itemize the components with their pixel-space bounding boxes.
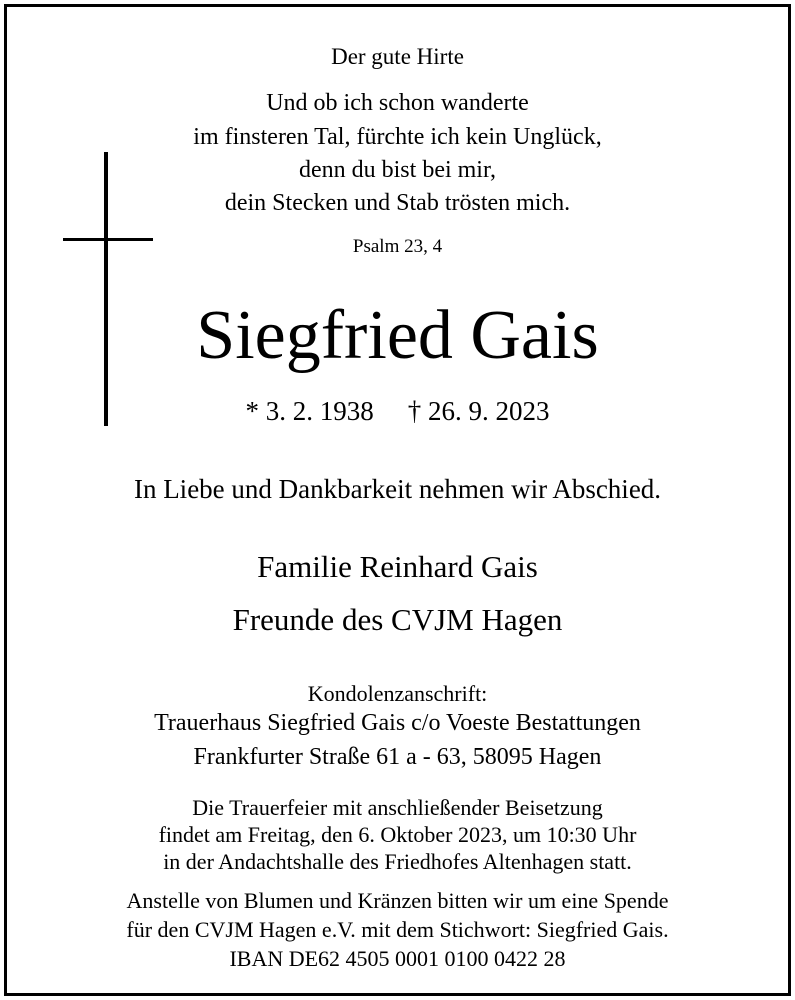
service-line-2: findet am Freitag, den 6. Oktober 2023, um 10:30 Uhr <box>158 822 637 847</box>
service-line-3: in der Andachtshalle des Friedhofes Altenhagen statt. <box>163 849 632 874</box>
mourner-2: Freunde des CVJM Hagen <box>232 602 563 637</box>
birth-date: * 3. 2. 1938 <box>245 396 374 426</box>
psalm-line-4: dein Stecken und Stab trösten mich. <box>224 190 571 216</box>
donation-line-2: für den CVJM Hagen e.V. mit dem Stichwort: Siegfried Gais. <box>126 917 669 942</box>
service-line-1: Die Trauerfeier mit anschließender Beisetzung <box>192 795 603 820</box>
psalm-line-2: im finsteren Tal, fürchte ich kein Unglück, <box>193 124 602 150</box>
death-date: † 26. 9. 2023 <box>407 396 550 426</box>
condolence-label: Kondolenzanschrift: <box>307 681 488 706</box>
donation-line-1: Anstelle von Blumen und Kränzen bitten wir um eine Spende <box>126 888 669 913</box>
psalm-heading: Der gute Hirte <box>331 44 464 69</box>
condolence-line-1: Trauerhaus Siegfried Gais c/o Voeste Bestattungen <box>154 710 641 736</box>
donation-iban: IBAN DE62 4505 0001 0100 0422 28 <box>229 946 566 971</box>
farewell-text: In Liebe und Dankbarkeit nehmen wir Abschied. <box>133 474 662 504</box>
condolence-line-2: Frankfurter Straße 61 a - 63, 58095 Hagen <box>193 744 602 770</box>
life-dates <box>0 396 795 427</box>
psalm-line-1: Und ob ich schon wanderte <box>266 90 529 116</box>
psalm-reference: Psalm 23, 4 <box>352 236 443 257</box>
deceased-name: Siegfried Gais <box>196 297 599 374</box>
mourner-1: Familie Reinhard Gais <box>257 549 538 584</box>
psalm-line-3: denn du bist bei mir, <box>298 157 496 183</box>
